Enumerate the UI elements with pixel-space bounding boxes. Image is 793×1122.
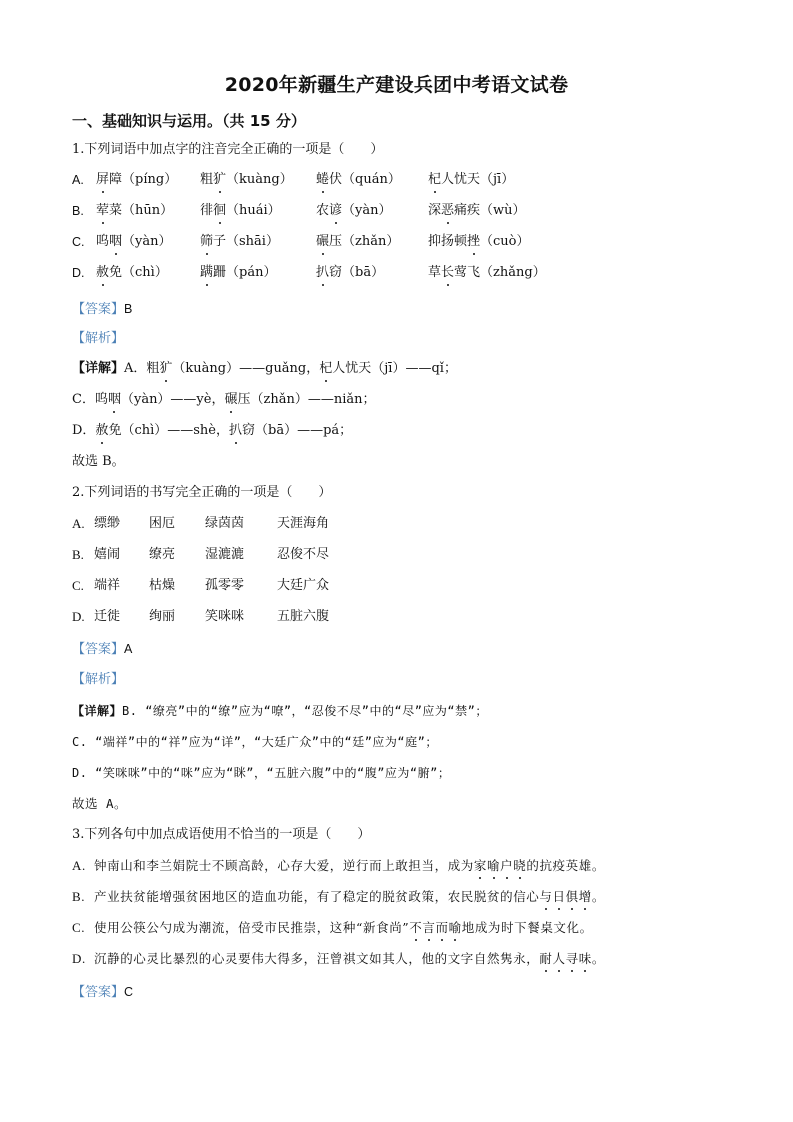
dotted-idiom — [409, 920, 461, 935]
option-label — [72, 546, 94, 565]
text: 。 — [591, 889, 605, 904]
text: 菜（hūn） — [109, 203, 174, 218]
text: 痛疾（wù） — [454, 203, 526, 218]
text: 压（zhǎn） — [329, 234, 400, 249]
option-letter: D. — [72, 266, 85, 280]
answer-value: C — [124, 985, 134, 999]
text: 子（shāi） — [213, 234, 279, 249]
option-item: 嬉闹 — [94, 547, 121, 562]
dotted-char: 蜷 — [316, 172, 330, 187]
dotted-idiom — [539, 951, 591, 966]
option-letter: B. — [72, 204, 84, 218]
text: C. “端祥”中的“祥”应为“详”，“大廷广众”中的“廷”应为“庭”； — [72, 735, 438, 749]
dotted-char: 长 — [441, 265, 455, 280]
answer-value: A — [124, 642, 133, 656]
option-item — [316, 264, 384, 282]
section-heading: 一、基础知识与运用。（共 15 分） — [72, 112, 306, 130]
detail-line — [72, 360, 457, 378]
dotted-char: 屏 — [96, 172, 110, 187]
option-line — [72, 888, 605, 906]
text: C．呜 — [72, 392, 108, 407]
text: 人忧天（jī） — [441, 172, 515, 187]
dotted-idiom — [474, 858, 526, 873]
option-item — [428, 202, 526, 220]
text: （cuò） — [480, 234, 530, 249]
text: （yàn） — [342, 203, 392, 218]
option-item: 枯燥 — [149, 578, 176, 593]
text: 沉静的心灵比暴烈的心灵要伟大得多，汪曾祺文如其人，他的文字自然隽永， — [94, 951, 540, 966]
document-title: 2020年新疆生产建设兵团中考语文试卷 — [224, 74, 569, 96]
analysis-tag: 【解析】 — [72, 672, 125, 687]
option-line — [72, 857, 605, 875]
dotted-char: 耐 — [539, 951, 553, 966]
option-label — [72, 515, 94, 534]
option-letter: A. — [72, 173, 84, 187]
dotted-char: 蹒 — [200, 265, 214, 280]
q1-answer — [72, 300, 132, 319]
option-item — [428, 264, 546, 282]
dotted-char: 碾 — [316, 234, 330, 249]
option-item: 五脏六腹 — [277, 609, 330, 624]
text: 跚（pán） — [213, 265, 277, 280]
dotted-char: 增 — [578, 889, 592, 904]
dotted-char: 谚 — [329, 203, 343, 218]
dotted-char: 咽 — [107, 392, 121, 407]
option-item: 绿茵茵 — [205, 516, 245, 531]
text: 钟南山和李兰娟院士不顾高龄，心存大爱，逆行而上敢担当，成为 — [94, 858, 474, 873]
text: 呜 — [96, 234, 110, 249]
dotted-char: 不 — [409, 920, 423, 935]
text: （kuàng） — [226, 172, 293, 187]
text: D. “笑咪咪”中的“咪”应为“眯”，“五脏六腹”中的“腹”应为“腑”； — [72, 766, 451, 780]
q2-conclusion: 故选 A。 — [72, 796, 128, 811]
dotted-idiom — [539, 889, 591, 904]
dotted-char: 筛 — [200, 234, 214, 249]
option-letter: C. — [72, 235, 85, 249]
dotted-char: 杞 — [319, 361, 333, 376]
text: （yàn） — [122, 234, 172, 249]
option-item: 缭亮 — [149, 547, 176, 562]
dotted-char: 与 — [539, 889, 553, 904]
dotted-char: 荤 — [96, 203, 110, 218]
text: 免（chì） — [109, 265, 168, 280]
answer-tag: 【答案】 — [72, 642, 125, 657]
option-item — [96, 264, 168, 282]
option-item: 绚丽 — [149, 609, 176, 624]
option-item — [96, 233, 172, 251]
text: 使用公筷公勺成为潮流，倍受市民推崇，这种“新食尚” — [94, 920, 410, 935]
text: 抑扬顿 — [428, 234, 468, 249]
dotted-char: 户 — [500, 858, 514, 873]
q1-analysis-tag — [72, 330, 124, 348]
detail-line — [72, 702, 488, 720]
text: 。 — [591, 951, 605, 966]
text: （kuàng）——guǎng， — [172, 361, 320, 376]
dotted-char: 杞 — [428, 172, 442, 187]
dotted-char: 犷 — [159, 361, 173, 376]
dotted-char: 喻 — [487, 858, 501, 873]
dotted-char: 徊 — [213, 203, 227, 218]
option-item: 端祥 — [94, 578, 121, 593]
option-item — [316, 233, 399, 251]
text: B. “缭亮”中的“缭”应为“嘹”，“忍俊不尽”中的“尽”应为“禁”； — [122, 704, 488, 718]
option-line — [72, 919, 593, 937]
dotted-char: 言 — [422, 920, 436, 935]
option-item: 忍俊不尽 — [277, 547, 330, 562]
dotted-char: 挫 — [467, 234, 481, 249]
dotted-char: 犷 — [213, 172, 227, 187]
dotted-char: 咽 — [109, 234, 123, 249]
text: 的抗疫英雄。 — [526, 858, 605, 873]
option-item: 湿漉漉 — [205, 547, 245, 562]
text: 地成为时下餐桌文化。 — [461, 920, 593, 935]
option-label — [72, 577, 94, 596]
text: 窃（bā）——pá； — [242, 423, 353, 438]
text: 免（chì）——shè， — [108, 423, 230, 438]
detail-line — [72, 422, 352, 440]
text: 莺飞（zhǎng） — [454, 265, 546, 280]
detail-tag: 【详解】 — [72, 704, 123, 718]
text: 徘 — [200, 203, 214, 218]
answer-tag: 【答案】 — [72, 302, 125, 317]
option-item — [316, 171, 401, 189]
text: （huái） — [226, 203, 281, 218]
analysis-tag: 【解析】 — [72, 331, 125, 346]
option-item: 笑咪咪 — [205, 609, 245, 624]
dotted-char: 俱 — [565, 889, 579, 904]
detail-line — [72, 764, 450, 782]
option-label — [72, 264, 94, 283]
dotted-char: 恶 — [441, 203, 455, 218]
dotted-char: 喻 — [448, 920, 462, 935]
option-item — [96, 171, 177, 189]
dotted-char: 家 — [473, 858, 488, 873]
q2-analysis-tag — [72, 671, 124, 689]
option-item: 天涯海角 — [277, 516, 330, 531]
text: 粗 — [200, 172, 214, 187]
option-letter: C. — [72, 578, 84, 593]
option-item: 缥缈 — [94, 516, 121, 531]
answer-tag: 【答案】 — [72, 985, 125, 1000]
option-letter: B. — [72, 889, 86, 904]
q3-stem: 3.下列各句中加点成语使用不恰当的一项是（ ） — [72, 827, 371, 842]
dotted-char: 碾 — [224, 392, 238, 407]
option-item — [428, 233, 530, 251]
dotted-char: 寻 — [565, 951, 579, 966]
detail-line — [72, 733, 438, 751]
dotted-char: 而 — [435, 920, 449, 935]
option-item — [200, 264, 276, 282]
option-letter: D. — [72, 609, 85, 624]
dotted-char: 晓 — [513, 858, 527, 873]
option-item — [200, 171, 293, 189]
answer-value: B — [124, 302, 133, 316]
option-item: 迁徙 — [94, 609, 121, 624]
option-letter: C. — [72, 920, 86, 935]
option-line — [72, 950, 605, 968]
option-letter: A. — [72, 858, 86, 873]
option-item — [200, 202, 281, 220]
text: 产业扶贫能增强贫困地区的造血功能，有了稳定的脱贫政策，农民脱贫的信心 — [94, 889, 540, 904]
text: 窃（bā） — [329, 265, 385, 280]
q1-stem: 1.下列词语中加点字的注音完全正确的一项是（ ） — [72, 142, 384, 157]
text: 压（zhǎn）——niǎn； — [237, 392, 376, 407]
text: 农 — [316, 203, 330, 218]
dotted-char: 赦 — [96, 265, 110, 280]
dotted-char: 扒 — [316, 265, 330, 280]
text: （yàn）——yè， — [120, 392, 225, 407]
option-label — [72, 202, 94, 221]
q1-conclusion: 故选 B。 — [72, 454, 125, 469]
option-item — [96, 202, 173, 220]
text: 草 — [428, 265, 442, 280]
option-letter: B. — [72, 547, 84, 562]
q2-answer — [72, 640, 132, 659]
dotted-char: 日 — [552, 889, 566, 904]
option-label — [72, 171, 94, 190]
option-label — [72, 608, 94, 627]
q2-stem: 2.下列词语的书写完全正确的一项是（ ） — [72, 485, 332, 500]
dotted-char: 人 — [552, 951, 566, 966]
option-item: 大廷广众 — [277, 578, 330, 593]
option-letter: D. — [72, 951, 86, 966]
detail-line — [72, 391, 376, 409]
option-item: 困厄 — [149, 516, 176, 531]
option-item: 孤零零 — [205, 578, 245, 593]
option-item — [200, 233, 279, 251]
text: 人忧天（jī）——qǐ； — [332, 361, 457, 376]
text: 障（píng） — [109, 172, 178, 187]
detail-tag: 【详解】 — [72, 361, 125, 376]
text: 伏（quán） — [329, 172, 401, 187]
option-item — [316, 202, 392, 220]
dotted-char: 扒 — [229, 423, 243, 438]
q3-answer — [72, 983, 133, 1002]
option-item — [428, 171, 514, 189]
option-letter: A. — [72, 516, 85, 531]
option-label — [72, 233, 94, 252]
dotted-char: 味 — [578, 951, 592, 966]
dotted-char: 赦 — [95, 423, 109, 438]
text: D． — [72, 423, 96, 438]
text: A．粗 — [124, 361, 160, 376]
text: 深 — [428, 203, 442, 218]
